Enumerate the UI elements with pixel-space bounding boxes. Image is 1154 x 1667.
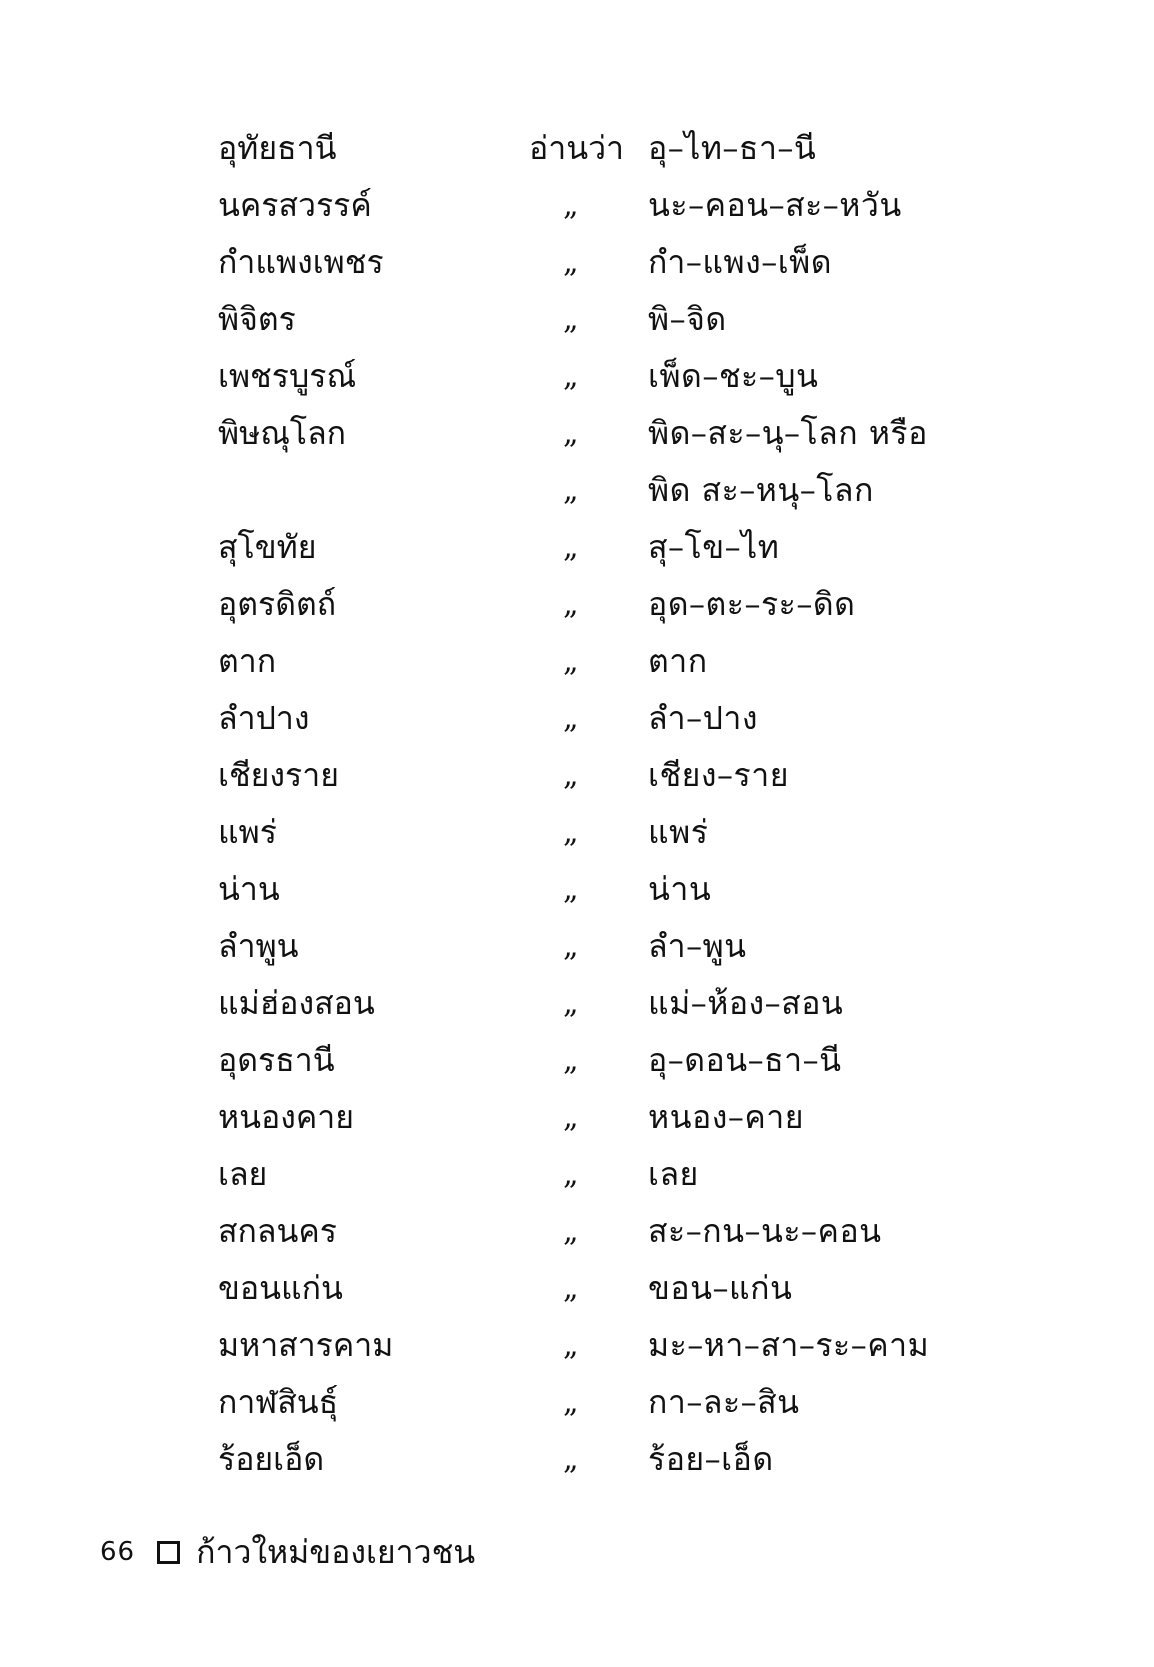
province-name: พิจิตร <box>218 300 296 338</box>
ditto-mark: „ <box>563 1442 579 1477</box>
ditto-mark: „ <box>563 245 579 280</box>
pronunciation: ขอน–แก่น <box>648 1269 793 1307</box>
list-item <box>0 1146 1154 1203</box>
ditto-mark: „ <box>563 701 579 736</box>
square-box-icon <box>157 1541 180 1564</box>
pronunciation: ตาก <box>648 642 708 680</box>
page-number: 66 <box>100 1537 136 1567</box>
list-item <box>0 1089 1154 1146</box>
pronunciation: กา–ละ–สิน <box>648 1383 800 1421</box>
ditto-mark: „ <box>563 1271 579 1306</box>
province-name: นครสวรรค์ <box>218 186 372 224</box>
ditto-mark: „ <box>563 587 579 622</box>
list-item <box>0 348 1154 405</box>
list-item <box>0 234 1154 291</box>
list-item <box>0 519 1154 576</box>
ditto-mark: „ <box>563 929 579 964</box>
pronunciation: พิด สะ–หนุ–โลก <box>648 471 874 509</box>
ditto-mark: „ <box>563 1157 579 1192</box>
list-item <box>0 918 1154 975</box>
list-item <box>0 747 1154 804</box>
ditto-mark: „ <box>563 1214 579 1249</box>
province-name: ลำปาง <box>218 699 310 737</box>
pronunciation: อุด–ตะ–ระ–ดิด <box>648 585 856 623</box>
list-item <box>0 1203 1154 1260</box>
province-name: เพชรบูรณ์ <box>218 357 357 395</box>
pronunciation: ลำ–พูน <box>648 927 747 965</box>
list-item <box>0 1032 1154 1089</box>
pronunciation: อุ–ไท–ธา–นี <box>648 129 817 167</box>
list-item <box>0 576 1154 633</box>
pronunciation: แพร่ <box>648 813 709 851</box>
list-item <box>0 1431 1154 1488</box>
reads-as-label: อ่านว่า <box>529 129 624 167</box>
ditto-mark: „ <box>563 1043 579 1078</box>
province-name: พิษณุโลก <box>218 414 347 452</box>
list-item <box>0 975 1154 1032</box>
list-item <box>0 405 1154 462</box>
province-name: หนองคาย <box>218 1098 354 1136</box>
list-item <box>0 462 1154 519</box>
province-name: ลำพูน <box>218 927 299 965</box>
pronunciation: อุ–ดอน–ธา–นี <box>648 1041 842 1079</box>
ditto-mark: „ <box>563 359 579 394</box>
pronunciation: หนอง–คาย <box>648 1098 804 1136</box>
province-name: อุทัยธานี <box>218 129 337 167</box>
province-name: น่าน <box>218 870 280 908</box>
list-item <box>0 1317 1154 1374</box>
ditto-mark: „ <box>563 872 579 907</box>
pronunciation: ร้อย–เอ็ด <box>648 1440 774 1478</box>
ditto-mark: „ <box>563 416 579 451</box>
page-footer <box>100 1524 475 1580</box>
list-item <box>0 177 1154 234</box>
pronunciation: พิด–สะ–นุ–โลก หรือ <box>648 414 928 452</box>
province-name: เชียงราย <box>218 756 339 794</box>
ditto-mark: „ <box>563 986 579 1021</box>
pronunciation: เลย <box>648 1155 699 1193</box>
province-name: สุโขทัย <box>218 528 317 566</box>
province-name: สกลนคร <box>218 1212 337 1250</box>
ditto-mark: „ <box>563 1385 579 1420</box>
province-name: อุดรธานี <box>218 1041 335 1079</box>
pronunciation: แม่–ห้อง–สอน <box>648 984 844 1022</box>
province-name: แม่ฮ่องสอน <box>218 984 375 1022</box>
ditto-mark: „ <box>563 1328 579 1363</box>
ditto-mark: „ <box>563 815 579 850</box>
pronunciation: เพ็ด–ชะ–บูน <box>648 357 819 395</box>
ditto-mark: „ <box>563 302 579 337</box>
list-item <box>0 1374 1154 1431</box>
province-name: ขอนแก่น <box>218 1269 343 1307</box>
ditto-mark: „ <box>563 644 579 679</box>
list-item <box>0 633 1154 690</box>
list-item <box>0 120 1154 177</box>
list-item <box>0 690 1154 747</box>
ditto-mark: „ <box>563 758 579 793</box>
list-item <box>0 861 1154 918</box>
pronunciation: พิ–จิด <box>648 300 727 338</box>
list-item <box>0 1260 1154 1317</box>
pronunciation: ลำ–ปาง <box>648 699 758 737</box>
pronunciation-list <box>0 120 1154 1488</box>
pronunciation: น่าน <box>648 870 712 908</box>
ditto-mark: „ <box>563 1100 579 1135</box>
pronunciation: กำ–แพง–เพ็ด <box>648 243 832 281</box>
list-item <box>0 291 1154 348</box>
province-name: เลย <box>218 1155 268 1193</box>
province-name: อุตรดิตถ์ <box>218 585 337 623</box>
pronunciation: สุ–โข–ไท <box>648 528 780 566</box>
province-name: มหาสารคาม <box>218 1326 394 1364</box>
province-name: แพร่ <box>218 813 277 851</box>
book-title: ก้าวใหม่ของเยาวชน <box>196 1532 476 1571</box>
ditto-mark: „ <box>563 473 579 508</box>
province-name: กาฬสินธุ์ <box>218 1383 339 1421</box>
ditto-mark: „ <box>563 530 579 565</box>
province-name: ตาก <box>218 642 277 680</box>
pronunciation: นะ–คอน–สะ–หวัน <box>648 186 902 224</box>
province-name: ร้อยเอ็ด <box>218 1440 325 1478</box>
pronunciation: สะ–กน–นะ–คอน <box>648 1212 882 1250</box>
pronunciation: มะ–หา–สา–ระ–คาม <box>648 1326 930 1364</box>
pronunciation: เชียง–ราย <box>648 756 789 794</box>
ditto-mark: „ <box>563 188 579 223</box>
province-name: กำแพงเพชร <box>218 243 384 281</box>
list-item <box>0 804 1154 861</box>
